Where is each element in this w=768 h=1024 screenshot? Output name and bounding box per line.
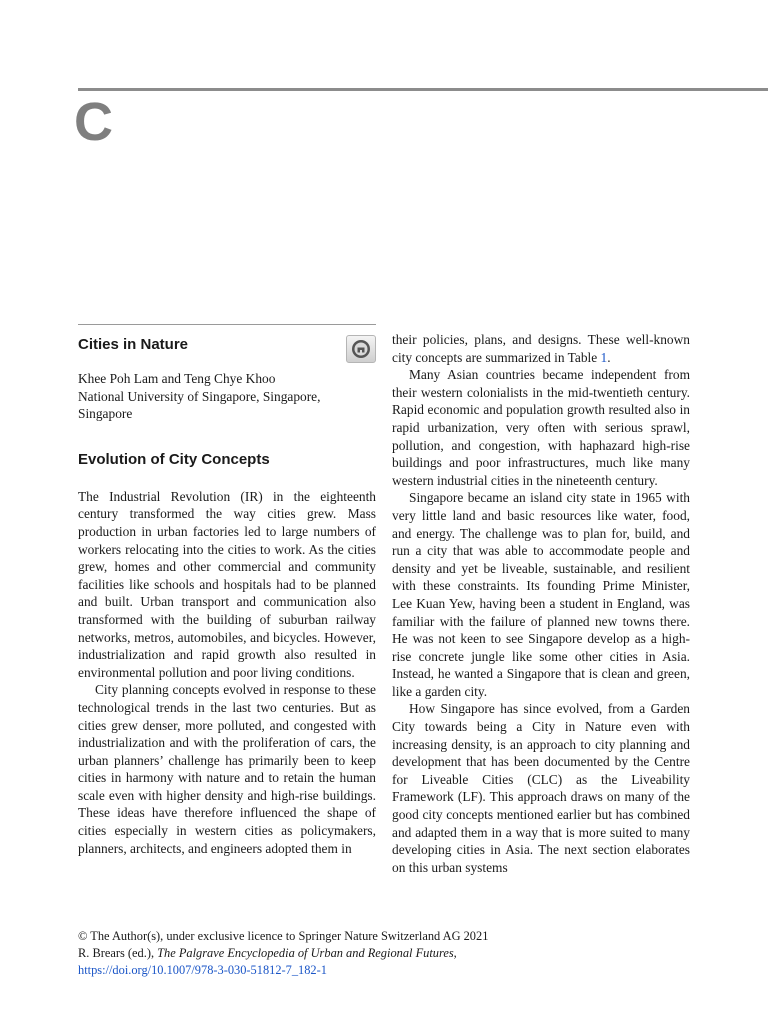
citation-line (78, 945, 718, 962)
right-paragraph-2: Many Asian countries became independent from their western colonialists in the mid-twentieth century. Rapid economic and population growth resulted also in rapid urbanization, very often with serious sprawl, pollution, and congestion, with haphazard high-rise buildings and poor infrastructures, much like many western industrial cities in the nineteenth century. (392, 367, 690, 488)
check-for-updates-icon[interactable] (346, 335, 376, 363)
entry-rule (78, 324, 376, 325)
table-1-link[interactable]: 1 (600, 349, 608, 365)
section-heading: Evolution of City Concepts (78, 450, 270, 468)
left-paragraph-2: City planning concepts evolved in response to these technological trends in the last two centuries. But as cities grew denser, more polluted, and congested with industrialization and with the proliferation of cars, the urban planners’ challenge has primarily been to keep cities in harmony with nature and to retain the human scale even with higher density and high-rise buildings. These ideas have therefore influenced the shape of cities especially in western cities as policymakers, planners, architects, and engineers adopted them in (78, 682, 376, 856)
crossmark-glyph (351, 339, 371, 359)
doi-link[interactable]: https://doi.org/10.1007/978-3-030-51812-7_182-1 (78, 963, 327, 977)
copyright-line: © The Author(s), under exclusive licence to Springer Nature Switzerland AG 2021 (78, 929, 489, 943)
author-names: Khee Poh Lam and Teng Chye Khoo (78, 371, 276, 386)
left-column (78, 324, 376, 857)
right-paragraph-continued-end: . (607, 349, 611, 365)
right-paragraph-continued (392, 331, 690, 366)
left-paragraph-1: The Industrial Revolution (IR) in the eighteenth century transformed the way cities grew. Mass production in urban factories led to large numbers of workers relocating into the cities to work. As the cities grew, homes and other commercial and community facilities like schools and hospitals had to be planned and built. Urban transport and communication also transformed with the building of suburban railway networks, metros, automobiles, and bicycles. However, industrialization and rapid growth also resulted in environmental pollution and poor living conditions. (78, 488, 376, 680)
entry-header (78, 331, 376, 365)
right-paragraph-3: Singapore became an island city state in 1965 with very little land and basic resources like water, food, and energy. The challenge was to plan for, build, and run a city that was able to accommodate people and density and yet be liveable, sustainable, and resilient with these constraints. Its founding Prime Minister, Lee Kuan Yew, having been a student in England, was familiar with the failure of planned new towns there. He was not keen to see Singapore develop as a high-rise concrete jungle like some other cities in Asia. Instead, he wanted a Singapore that is clean and green, like a garden city. (392, 490, 690, 699)
section-letter: C (74, 92, 113, 152)
right-paragraph-4: How Singapore has since evolved, from a Garden City towards being a City in Nature even with increasing density, is an approach to city planning and development that has been documented by the Centre for Liveable Cities (CLC) as the Liveability Framework (LF). This approach draws on many of the good city concepts mentioned earlier but has combined and adapted them in a way that is more suited to many developing cities in Asia. The next section elaborates on this urban systems (392, 701, 690, 875)
author-affiliation: National University of Singapore, Singapore, Singapore (78, 388, 321, 422)
citation-prefix: R. Brears (ed.), (78, 946, 158, 960)
right-paragraph-continued-text: their policies, plans, and designs. These well-known city concepts are summarized in Table (392, 332, 690, 365)
entry-title: Cities in Nature (78, 336, 189, 353)
top-rule (78, 88, 768, 91)
citation-suffix: , (453, 946, 457, 960)
citation-title: The Palgrave Encyclopedia of Urban and Regional Futures (157, 946, 454, 960)
author-block (78, 370, 376, 423)
right-column (392, 331, 690, 876)
footer (78, 928, 718, 979)
